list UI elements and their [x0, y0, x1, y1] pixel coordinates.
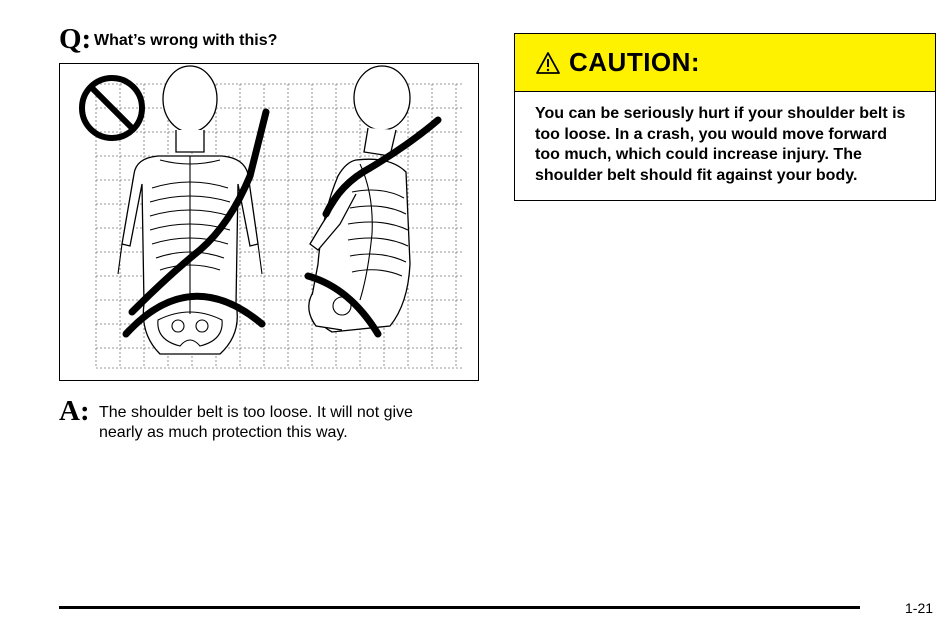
question-text: What’s wrong with this?	[94, 32, 278, 49]
caution-header	[515, 34, 935, 92]
caution-title: CAUTION:	[569, 47, 701, 77]
caution-box	[514, 33, 936, 201]
skeleton-figure-drawing	[60, 64, 480, 382]
caution-body: You can be seriously hurt if your shoulder belt is too loose. In a crash, you would move forward too much, which could increase injury. The shoulder belt should fit against your body.	[535, 105, 906, 184]
footer-rule	[59, 606, 860, 609]
warning-triangle-icon	[535, 51, 561, 75]
question-letter: Q:	[59, 23, 92, 55]
seatbelt-illustration	[59, 63, 479, 381]
answer-letter: A:	[59, 395, 90, 427]
answer-text: The shoulder belt is too loose. It will not give nearly as much protection this way.	[99, 404, 413, 441]
page-number: 1-21	[905, 600, 934, 616]
